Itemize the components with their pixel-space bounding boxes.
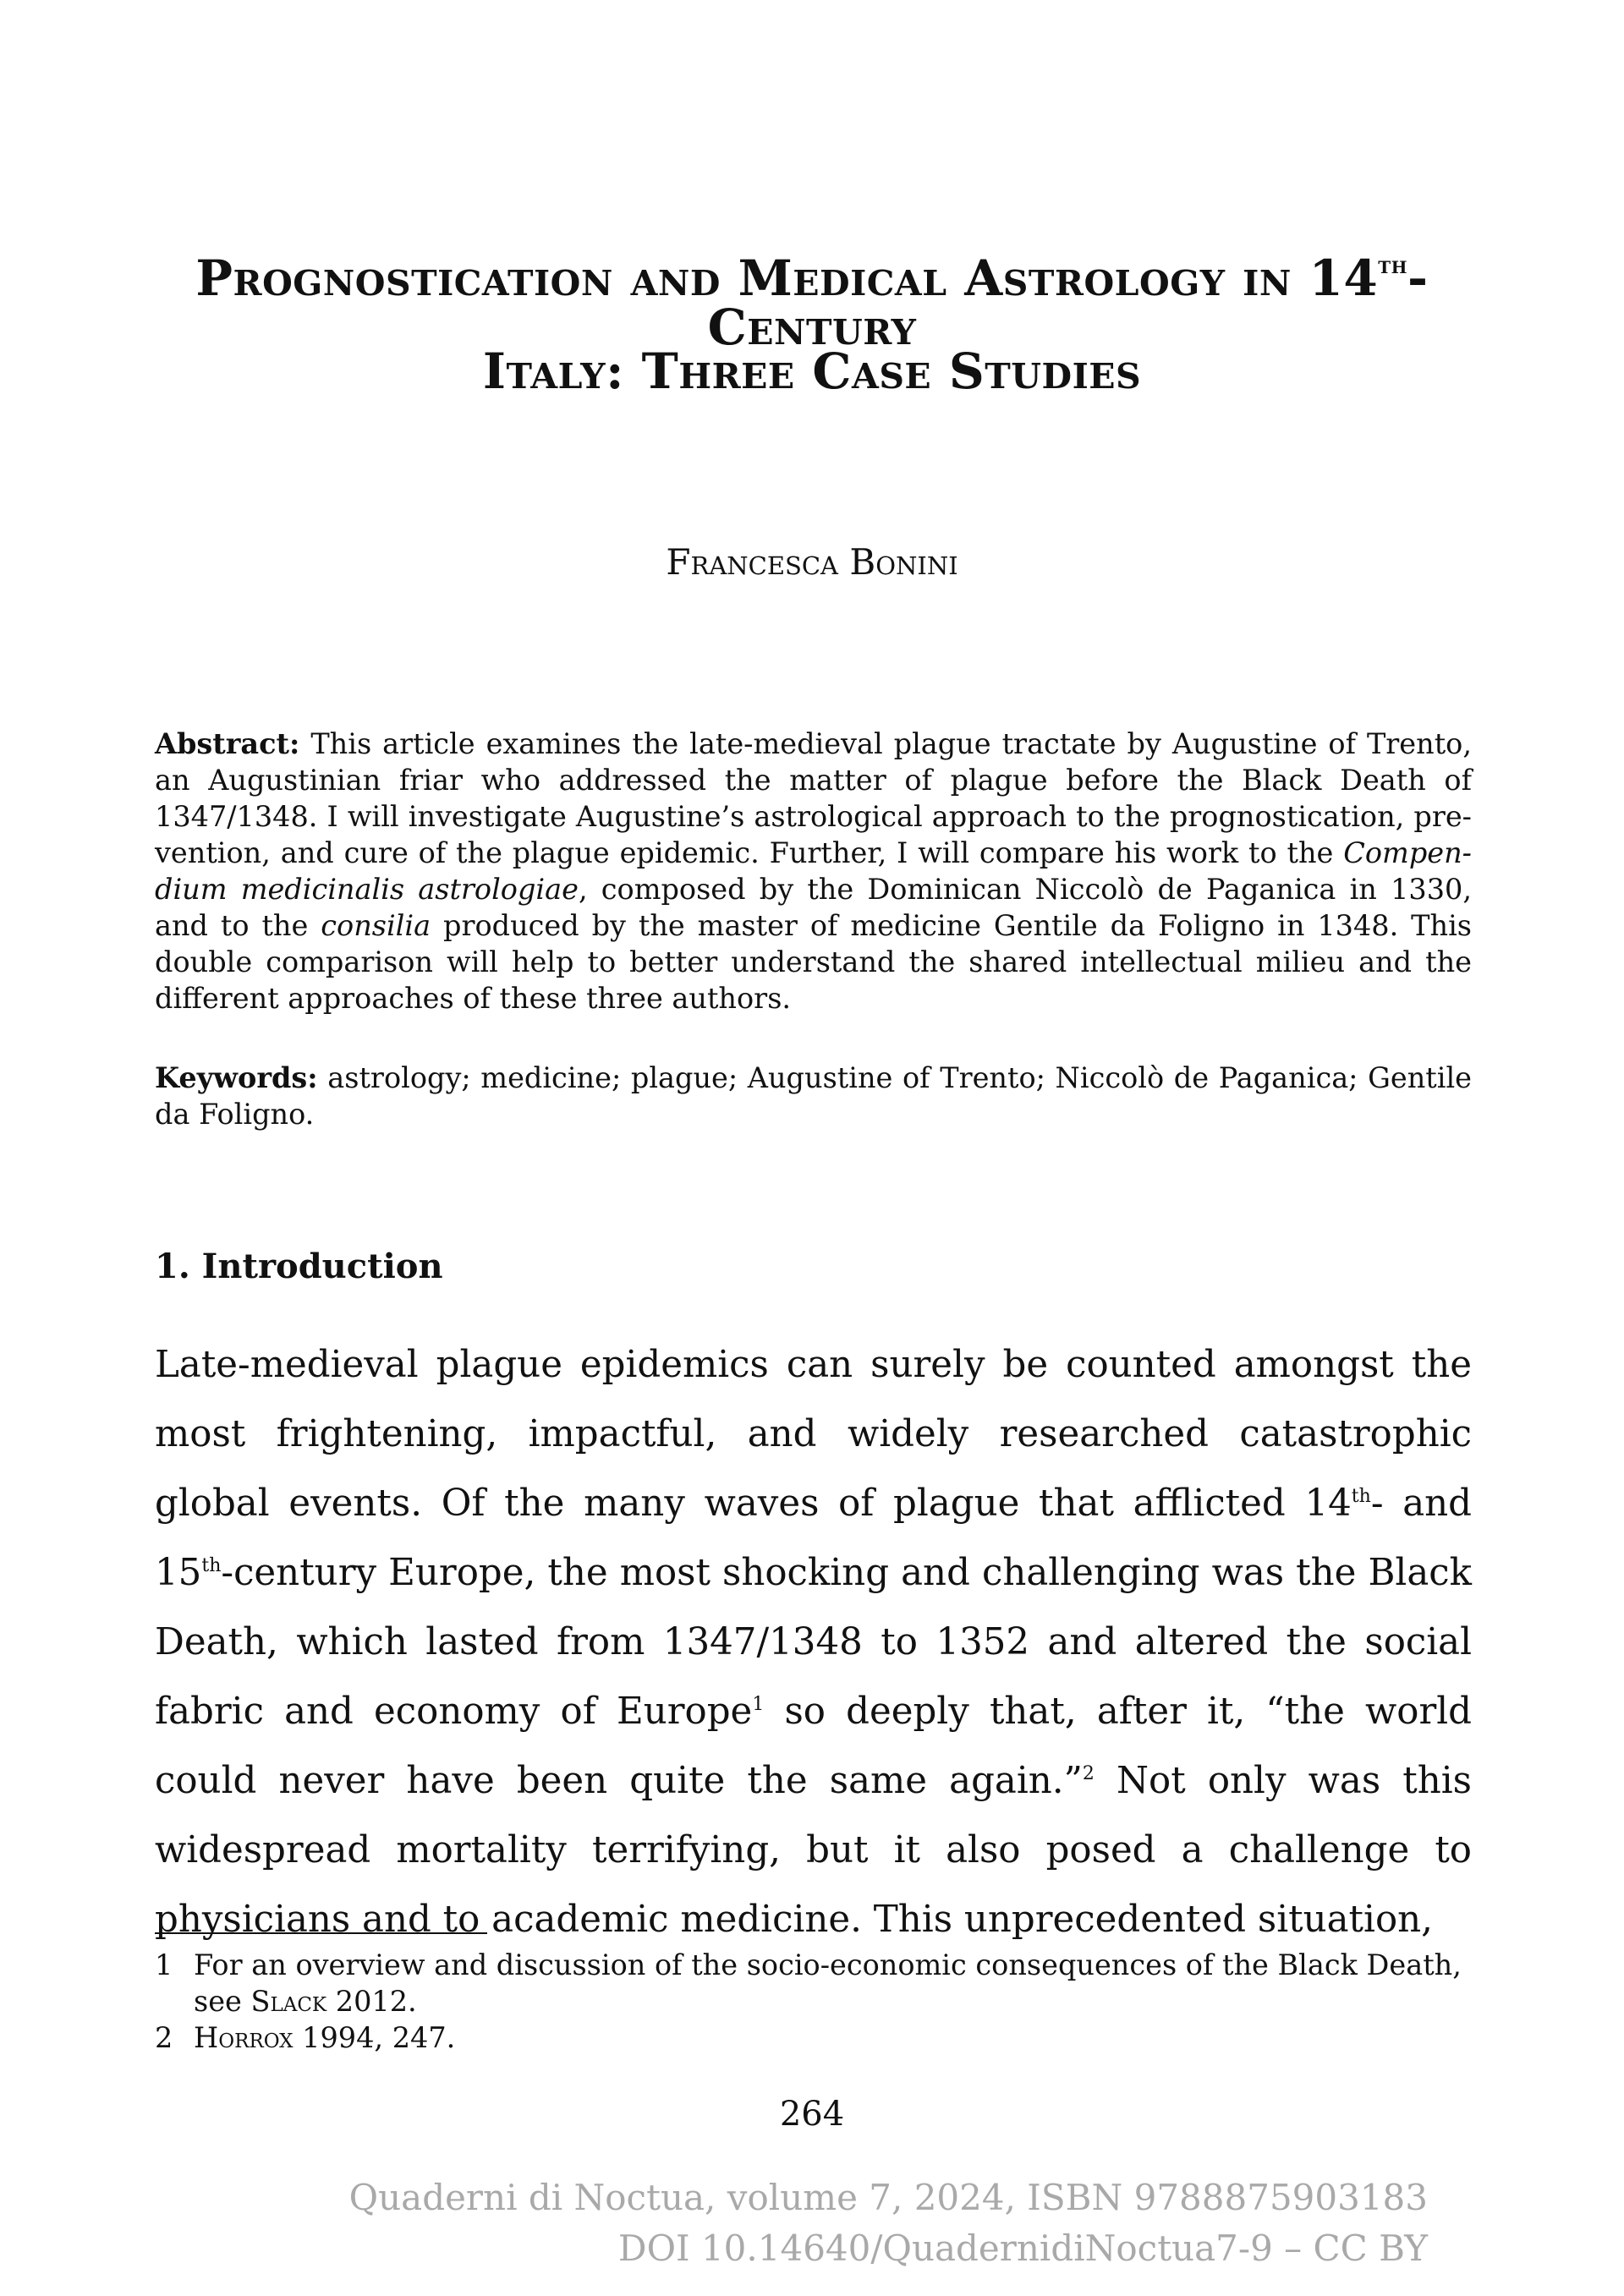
footnote-ref-1[interactable]: 1: [752, 1694, 765, 1715]
body-text-4: so deeply that, after it, “the world could never have been quite the same again.”: [155, 1690, 1473, 1802]
section-heading: 1. Introduction: [155, 1247, 443, 1286]
footnote-number: 1: [155, 1948, 173, 1981]
abstract: [155, 726, 1472, 1016]
abstract-text-c: produced by the master of medicine Gentile da Foligno in 1348. This double comparison will help to better understand the shared intellectual milieu and the different approaches of these three authors.: [155, 909, 1472, 1015]
keywords-label: Keywords:: [155, 1061, 318, 1094]
footnote-item: [155, 1947, 1472, 2019]
author-name: Francesca Bonini: [666, 541, 958, 583]
footnote-text-b: 1994, 247.: [293, 2021, 456, 2054]
footnotes: [155, 1947, 1472, 2056]
title-text-part-2: -Century: [707, 249, 1429, 356]
body-text-1: Late-medieval plague epidemics can surely be counted amongst the most frightening, impactful, and widely researched catastrophic global events. Of the many waves of plague that afflicted 14: [155, 1344, 1472, 1525]
article-title-line-1: [127, 249, 1497, 356]
footnote-citation-author: Slack: [250, 1985, 327, 2018]
footnote-ref-2[interactable]: 2: [1082, 1763, 1095, 1784]
footnote-citation-author: Horrox: [194, 2021, 294, 2054]
abstract-text-b: , composed by the Dominican Niccolò de Paganica in 1330, and to the: [155, 873, 1472, 942]
body-text-2: - and 15: [155, 1482, 1472, 1594]
body-superscript-th-2: th: [201, 1555, 222, 1576]
footnote-text-b: 2012.: [326, 1985, 417, 2018]
body-text-5: Not only was this widespread mortality terrifying, but it also posed a challenge to physicians and to academic medicine. This unprecedented situation,: [155, 1760, 1472, 1941]
page-number: 264: [779, 2095, 845, 2134]
abstract-text-a: This article examines the late-medieval plague tractate by Augustine of Trento, an Augustinian friar who addressed the matter of plague before the Black Death of 1347/1348. I will investigate Augustine’s astrological approach to the prognostication, prevention, and cure of the plague epidemic. Further, I will compare his work to the: [155, 727, 1472, 869]
title-superscript: th: [1378, 251, 1408, 279]
title-text-part-1: Prognostication and Medical Astrology in 14: [195, 249, 1379, 307]
abstract-italic-consilia: consilia: [321, 909, 431, 942]
footnote-text-a: For an overview and discussion of the socio-economic consequences of the Black Death, see: [194, 1948, 1462, 2018]
body-text-3: -century Europe, the most shocking and challenging was the Black Death, which lasted from 1347/1348 to 1352 and altered the social fabric and economy of Europe: [155, 1552, 1472, 1733]
footnote-text: [194, 1947, 1472, 2019]
keywords: [155, 1060, 1472, 1132]
abstract-label: Abstract:: [155, 727, 300, 760]
footnote-number: 2: [155, 2021, 173, 2054]
footnote-divider: [155, 1932, 487, 1934]
body-superscript-th-1: th: [1351, 1486, 1371, 1507]
footnote-text: [194, 2019, 1472, 2056]
article-title-line-2: Italy: Three Case Studies: [482, 342, 1142, 400]
publication-info: Quaderni di Noctua, volume 7, 2024, ISBN 9788875903183: [348, 2177, 1428, 2218]
body-paragraph: [155, 1330, 1472, 1954]
abstract-italic-title: Compendium medicinalis astrologiae: [155, 836, 1472, 906]
keywords-text: astrology; medicine; plague; Augustine of Trento; Niccolò de Paganica; Gentile da Foligno.: [155, 1061, 1472, 1131]
footnote-item: [155, 2019, 1472, 2056]
doi-license: DOI 10.14640/QuadernidiNoctua7-9 – CC BY: [617, 2228, 1428, 2269]
